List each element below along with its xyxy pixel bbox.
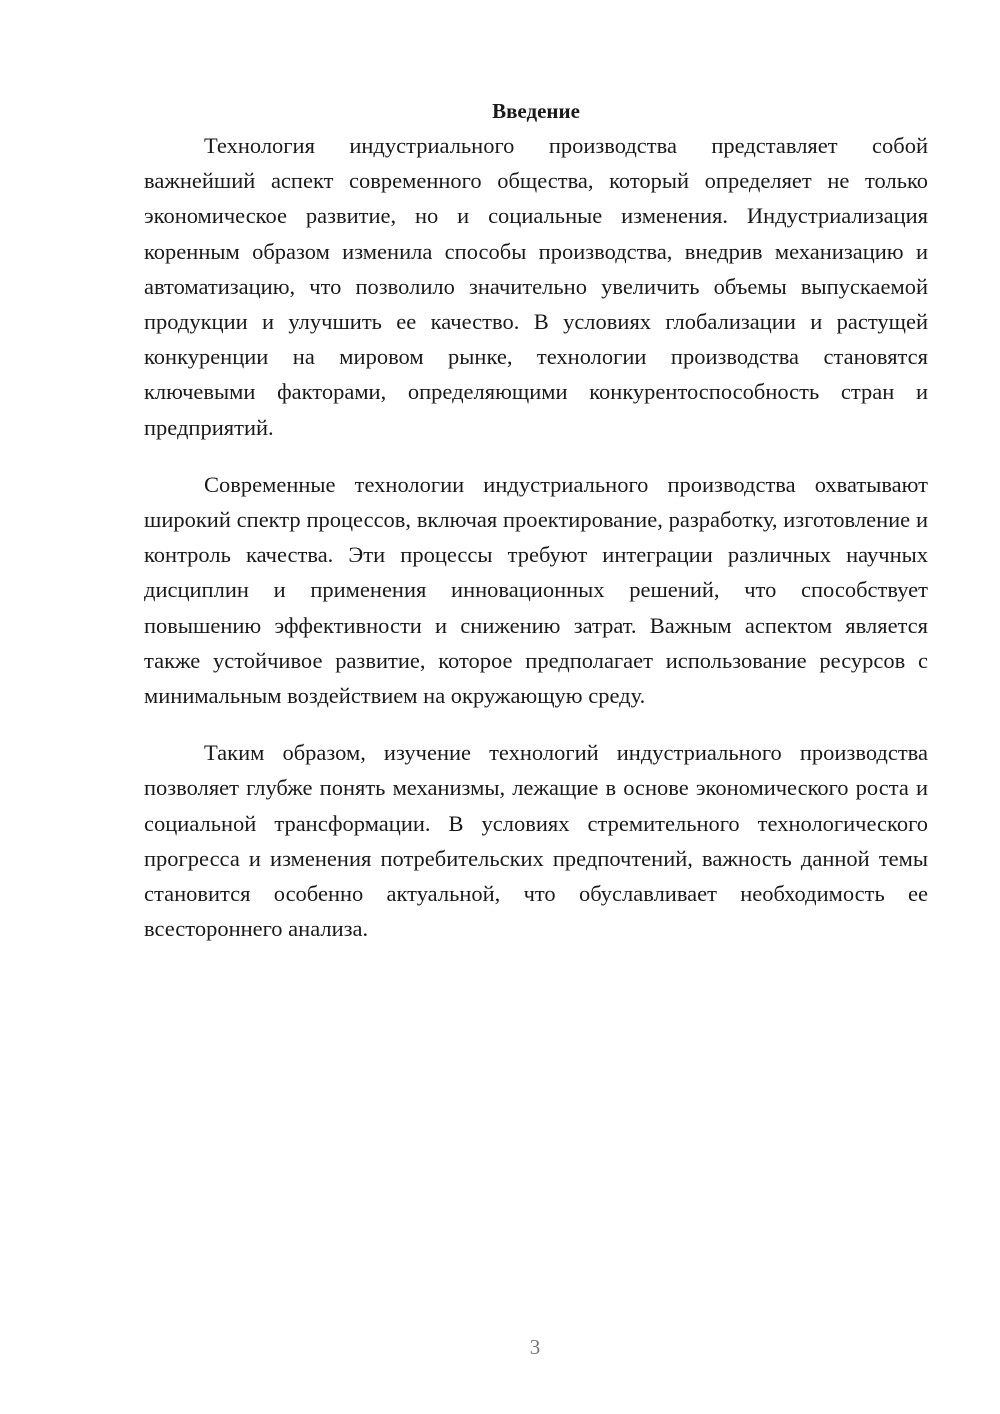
paragraph-2: Современные технологии индустриального производства охватывают широкий спектр процессов, включая проектирование, разработку, изготовление и контроль качества. Эти процессы требуют интеграции различных научных дисциплин и применения инновационных решений, что способствует повышению эффективности и снижению затрат. Важным аспектом является также устойчивое развитие, которое предполагает использование ресурсов с минимальным воздействием на окружающую среду. [144,471,928,709]
page-number: 3 [529,1335,541,1359]
paragraph-3: Таким образом, изучение технологий индустриального производства позволяет глубже понять механизмы, лежащие в основе экономического роста и социальной трансформации. В условиях стремительного технологического прогресса и изменения потребительских предпочтений, важность данной темы становится особенно актуальной, что обуславливает необходимость ее всестороннего анализа. [144,740,928,942]
section-heading: Введение [492,99,580,123]
page-content [144,96,928,968]
paragraph-1: Технология индустриального производства представляет собой важнейший аспект современного общества, который определяет не только экономическое развитие, но и социальные изменения. Индустриализация коренным образом изменила способы производства, внедрив механизацию и автоматизацию, что позволило значительно увеличить объемы выпускаемой продукции и улучшить ее качество. В условиях глобализации и растущей конкуренции на мировом рынке, технологии производства становятся ключевыми факторами, определяющими конкурентоспособность стран и предприятий. [144,133,928,440]
